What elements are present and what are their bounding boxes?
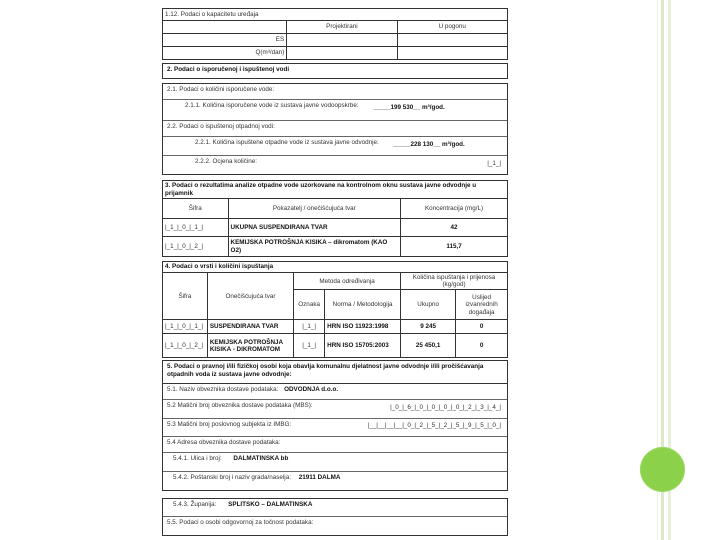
s543-value: SPLITSKO – DALMATINSKA	[228, 501, 313, 509]
s4-row2-code: |_1_|_0_|_2_|	[163, 334, 208, 358]
s4-sub-accidental: Uslijed izvanrednih događaja	[456, 290, 508, 320]
s4-sub-mark: Oznaka	[294, 290, 325, 320]
s3-row1-conc: 42	[401, 219, 508, 237]
section-3-title: 3. Podaci o rezultatima analize otpadne vode uzorkovane na kontrolnom oknu sustava javne odvodnje u prijamnik	[163, 181, 508, 199]
cell-es-projected	[287, 34, 397, 47]
s3-row1-code: |_1_|_0_|_1_|	[163, 219, 229, 237]
s4-row2-accidental: 0	[456, 334, 508, 358]
s4-row2-param: KEMIJSKA POTROŠNJA KISIKA - DIKROMATOM	[207, 334, 293, 358]
s4-col-amount: Količina ispuštanja i prijenosa (kg/god)	[401, 273, 508, 290]
s3-col-code: Šifra	[163, 199, 229, 219]
s55-label: 5.5. Podaci o osobi odgovornoj za točnost podataka:	[167, 519, 314, 527]
section-2-1-1-value: _____199 530__ m³/god.	[373, 104, 445, 111]
s52-value: |_0_|_6_|_0_|_0_|_0_|_0_|_2_|_3_|_4_|	[390, 404, 501, 412]
s4-row2-norm: HRN ISO 15705:2003	[325, 334, 401, 358]
analysis-table	[162, 180, 508, 257]
s3-row2-code: |_1_|_0_|_2_|	[163, 237, 229, 257]
col-in-use: U pogonu	[397, 21, 507, 34]
section-2-1-1-label: 2.1.1. Količina isporučene vode iz sustava javne vodoopskrbe:	[185, 102, 359, 109]
s4-row1-code: |_1_|_0_|_1_|	[163, 320, 208, 334]
s4-col-method: Metoda određivanja	[294, 273, 401, 290]
table-row	[163, 334, 508, 358]
s51-label: 5.1. Naziv obveznika dostave podataka:	[167, 386, 279, 394]
table-row	[163, 237, 508, 257]
s541-value: DALMATINSKA bb	[233, 455, 289, 463]
s4-row1-param: SUSPENDIRANA TVAR	[207, 320, 293, 334]
table-row	[163, 320, 508, 334]
section-2-2-1-value: _____228 130__ m³/god.	[393, 141, 465, 148]
section-4-title: 4. Podaci o vrsti i količini ispuštanja	[163, 262, 508, 273]
s541-label: 5.4.1. Ulica i broj:	[173, 455, 222, 463]
section-5-title: 5. Podaci o pravnoj i/ili fizičkoj osobi koja obavlja komunalnu djelatnost javne odvodnje i/ili pročišćavanja otpadnih voda iz sustava javne odvodnje:	[163, 361, 507, 384]
s3-row2-param: KEMIJSKA POTROŠNJA KISIKA – dikromatom (KAO O2)	[228, 237, 401, 257]
col-projected: Projektirani	[287, 21, 397, 34]
emission-table	[162, 261, 508, 358]
s3-row2-conc: 115,7	[401, 237, 508, 257]
cell-es-in-use	[397, 34, 507, 47]
row-q: Q(m³/dan)	[163, 47, 287, 60]
s4-col-code: Šifra	[163, 273, 208, 320]
s4-row1-norm: HRN ISO 11923:1998	[325, 320, 401, 334]
s54-label: 5.4 Adresa obveznika dostave podataka:	[163, 437, 507, 453]
s4-row2-mark: |_1_|	[294, 334, 325, 358]
s542-value: 21911 DALMA	[298, 474, 341, 482]
row-es: ES	[163, 34, 287, 47]
section-2-2-2-label: 2.2.2. Ocjena količine:	[195, 158, 257, 165]
s53-value: |__|__|__|__|_0_|_2_|_5_|_2_|_5_|_9_|_5_|_0_|	[367, 422, 501, 430]
s4-row2-total: 25 450,1	[401, 334, 456, 358]
cell-q-in-use	[397, 47, 507, 60]
section-2-2-1-label: 2.2.1. Količina ispuštene otpadne vode iz sustava javne odvodnje:	[195, 139, 379, 146]
s51-value: ODVODNJA d.o.o.	[284, 386, 339, 394]
cell-q-projected	[287, 47, 397, 60]
section-2-title: 2. Podaci o isporučenoj i ispuštenoj vodi	[167, 66, 290, 73]
section-2-2-title: 2.2. Podaci o ispuštenoj otpadnoj vodi:	[163, 121, 507, 137]
section-2-2-2-value: |_1_|	[487, 160, 501, 167]
scanned-form	[162, 8, 508, 527]
capacity-corner	[163, 21, 287, 34]
s542-label: 5.4.2. Poštanski broj i naziv grada/naselja:	[173, 474, 291, 482]
s4-sub-total: Ukupno	[401, 290, 456, 320]
s52-label: 5.2 Matični broj obveznika dostave podataka (MBS):	[167, 402, 313, 410]
s3-row1-param: UKUPNA SUSPENDIRANA TVAR	[228, 219, 401, 237]
s53-label: 5.3 Matični broj poslovnog subjekta iz IMBG:	[167, 421, 292, 429]
section-1-12-title: 1.12. Podaci o kapacitetu uređaja	[163, 9, 508, 21]
s4-row1-mark: |_1_|	[294, 320, 325, 334]
green-circle-icon	[640, 447, 685, 492]
table-row	[163, 219, 508, 237]
capacity-table	[162, 8, 508, 60]
s4-col-param: Onečišćujuća tvar	[207, 273, 293, 320]
s3-col-conc: Koncentracija (mg/L)	[401, 199, 508, 219]
s4-sub-norm: Norma / Metodologija	[325, 290, 401, 320]
s3-col-param: Pokazatelj / onečišćujuća tvar	[228, 199, 401, 219]
s543-label: 5.4.3. Županija:	[173, 501, 217, 509]
s4-row1-total: 9 245	[401, 320, 456, 334]
s4-row1-accidental: 0	[456, 320, 508, 334]
section-2-1-title: 2.1. Podaci o količini isporučene vode:	[163, 84, 507, 100]
